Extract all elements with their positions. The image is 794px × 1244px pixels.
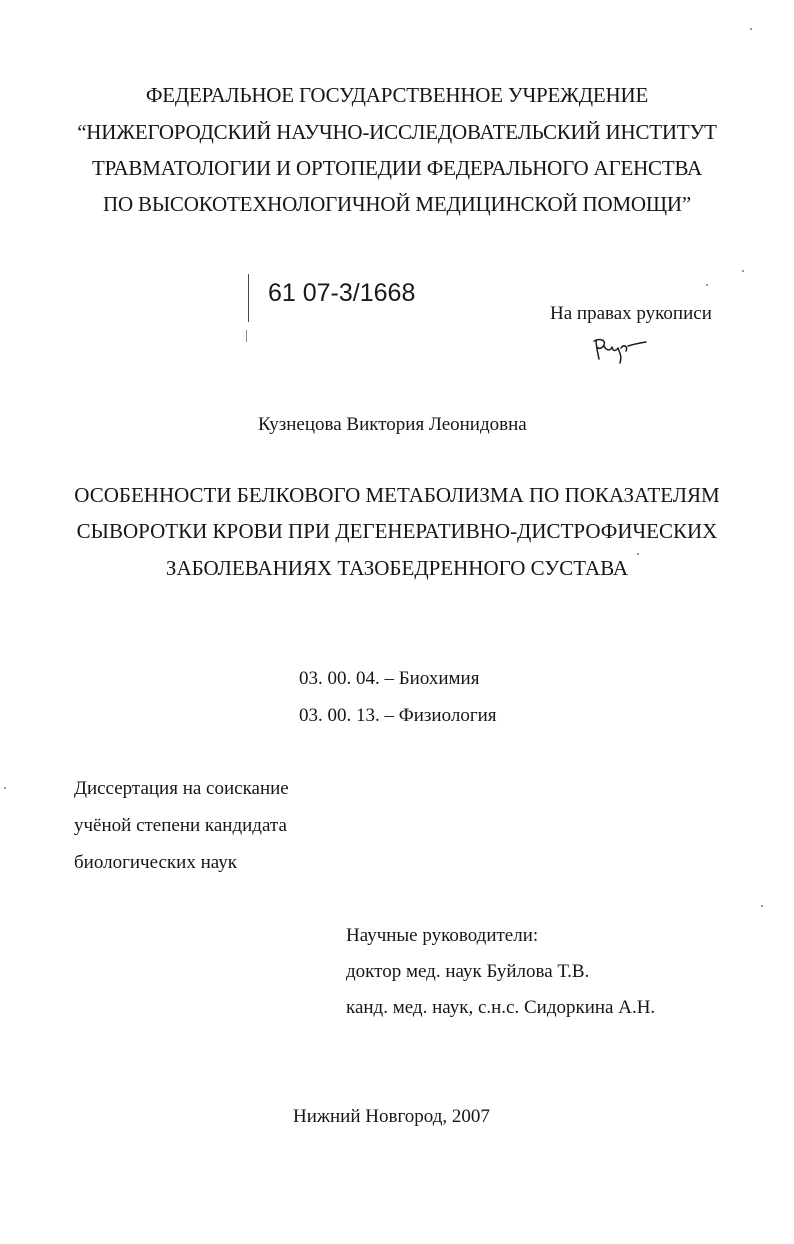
stamp-border-tail: [246, 330, 247, 342]
specialty-physiology: 03. 00. 13. – Физиология: [299, 705, 497, 726]
author-name: Кузнецова Виктория Леонидовна: [258, 414, 527, 435]
place-and-year: Нижний Новгород, 2007: [293, 1106, 490, 1127]
institution-header-line-3: ТРАВМАТОЛОГИИ И ОРТОПЕДИИ ФЕДЕРАЛЬНОГО АГЕНСТВА: [92, 156, 702, 180]
scan-speck: [761, 905, 763, 907]
supervisors-heading: Научные руководители:: [346, 925, 539, 946]
dissertation-note-line-3: биологических наук: [74, 852, 237, 873]
stamp-border: [248, 274, 249, 322]
supervisor-1: доктор мед. наук Буйлова Т.В.: [346, 961, 590, 982]
catalog-code: 61 07-3/1668: [268, 279, 416, 307]
institution-header-line-4: ПО ВЫСОКОТЕХНОЛОГИЧНОЙ МЕДИЦИНСКОЙ ПОМОЩИ”: [103, 192, 691, 216]
dissertation-note-line-1: Диссертация на соискание: [74, 778, 289, 799]
dissertation-title-line-2: СЫВОРОТКИ КРОВИ ПРИ ДЕГЕНЕРАТИВНО-ДИСТРОФИЧЕСКИХ: [76, 519, 718, 543]
institution-header-line-1: ФЕДЕРАЛЬНОЕ ГОСУДАРСТВЕННОЕ УЧРЕЖДЕНИЕ: [145, 83, 649, 107]
dissertation-title-line-3: ЗАБОЛЕВАНИЯХ ТАЗОБЕДРЕННОГО СУСТАВА: [165, 556, 629, 580]
manuscript-rights-note: На правах рукописи: [550, 303, 712, 324]
signature: [590, 332, 650, 368]
scan-speck: [750, 28, 752, 30]
scan-speck: [742, 270, 744, 272]
supervisor-2: канд. мед. наук, с.н.с. Сидоркина А.Н.: [346, 997, 656, 1018]
dissertation-title-line-1: ОСОБЕННОСТИ БЕЛКОВОГО МЕТАБОЛИЗМА ПО ПОКАЗАТЕЛЯМ: [74, 483, 720, 507]
specialty-biochemistry: 03. 00. 04. – Биохимия: [299, 668, 480, 689]
scan-speck: [637, 553, 639, 555]
scan-speck: [4, 787, 6, 789]
institution-header-line-2: “НИЖЕГОРОДСКИЙ НАУЧНО-ИССЛЕДОВАТЕЛЬСКИЙ ИНСТИТУТ: [77, 120, 717, 144]
dissertation-note-line-2: учёной степени кандидата: [74, 815, 287, 836]
scan-speck: [706, 284, 708, 286]
